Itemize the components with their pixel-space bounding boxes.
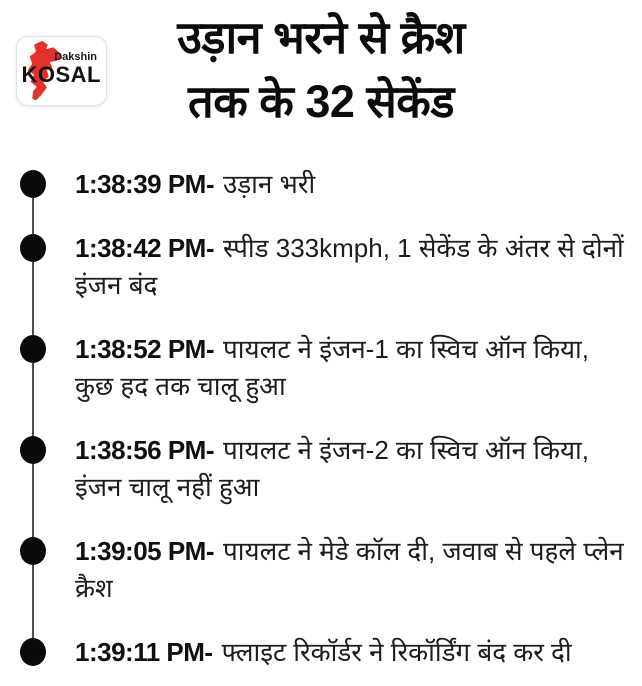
timeline-entry bbox=[75, 166, 628, 203]
timeline-dot-icon bbox=[20, 234, 46, 262]
timeline-dot-icon bbox=[20, 638, 46, 666]
timeline bbox=[0, 160, 642, 686]
logo-kosal-text: KOSAL bbox=[21, 62, 101, 87]
timeline-entry-time: 1:39:05 PM- bbox=[75, 536, 214, 566]
timeline-entry bbox=[75, 432, 628, 506]
timeline-entry-text bbox=[75, 230, 628, 304]
timeline-entry-time: 1:38:39 PM- bbox=[75, 169, 214, 199]
timeline-entry-desc: पायलट ने मेडे कॉल दी, जवाब से पहले प्लेन क्रैश bbox=[75, 536, 624, 603]
timeline-entry-desc: फ्लाइट रिकॉर्डर ने रिकॉर्डिंग बंद कर दी bbox=[221, 637, 572, 667]
timeline-entry-text bbox=[75, 634, 628, 671]
dakshin-kosal-logo bbox=[16, 36, 107, 106]
timeline-entry-time: 1:38:52 PM- bbox=[75, 334, 214, 364]
logo-dakshin-text: Dakshin bbox=[54, 51, 97, 63]
timeline-entry-text bbox=[75, 166, 628, 203]
timeline-entry-desc: स्पीड 333kmph, 1 सेकेंड के अंतर से दोनों इंजन बंद bbox=[75, 233, 624, 300]
timeline-entry-time: 1:38:42 PM- bbox=[75, 233, 214, 263]
timeline-entry-text bbox=[75, 432, 628, 506]
timeline-entry bbox=[75, 634, 628, 671]
timeline-entry-desc: पायलट ने इंजन-1 का स्विच ऑन किया, कुछ हद तक चालू हुआ bbox=[75, 334, 589, 401]
timeline-entry-desc: पायलट ने इंजन-2 का स्विच ऑन किया, इंजन चालू नहीं हुआ bbox=[75, 435, 589, 502]
timeline-dot-icon bbox=[20, 170, 46, 198]
timeline-dot-icon bbox=[20, 436, 46, 464]
timeline-entry-time: 1:38:56 PM- bbox=[75, 435, 214, 465]
page-title-line2: तक के 32 सेकेंड bbox=[188, 76, 454, 127]
timeline-entry bbox=[75, 533, 628, 607]
timeline-dot-icon bbox=[20, 335, 46, 363]
timeline-entry-text bbox=[75, 533, 628, 607]
timeline-entry bbox=[75, 230, 628, 304]
header bbox=[0, 0, 642, 160]
timeline-entry-time: 1:39:11 PM- bbox=[75, 637, 213, 667]
timeline-entry bbox=[75, 331, 628, 405]
timeline-entry-text bbox=[75, 331, 628, 405]
page-title-line1: उड़ान भरने से क्रैश bbox=[177, 12, 465, 63]
timeline-entry-desc: उड़ान भरी bbox=[223, 169, 316, 199]
timeline-dot-icon bbox=[20, 537, 46, 565]
